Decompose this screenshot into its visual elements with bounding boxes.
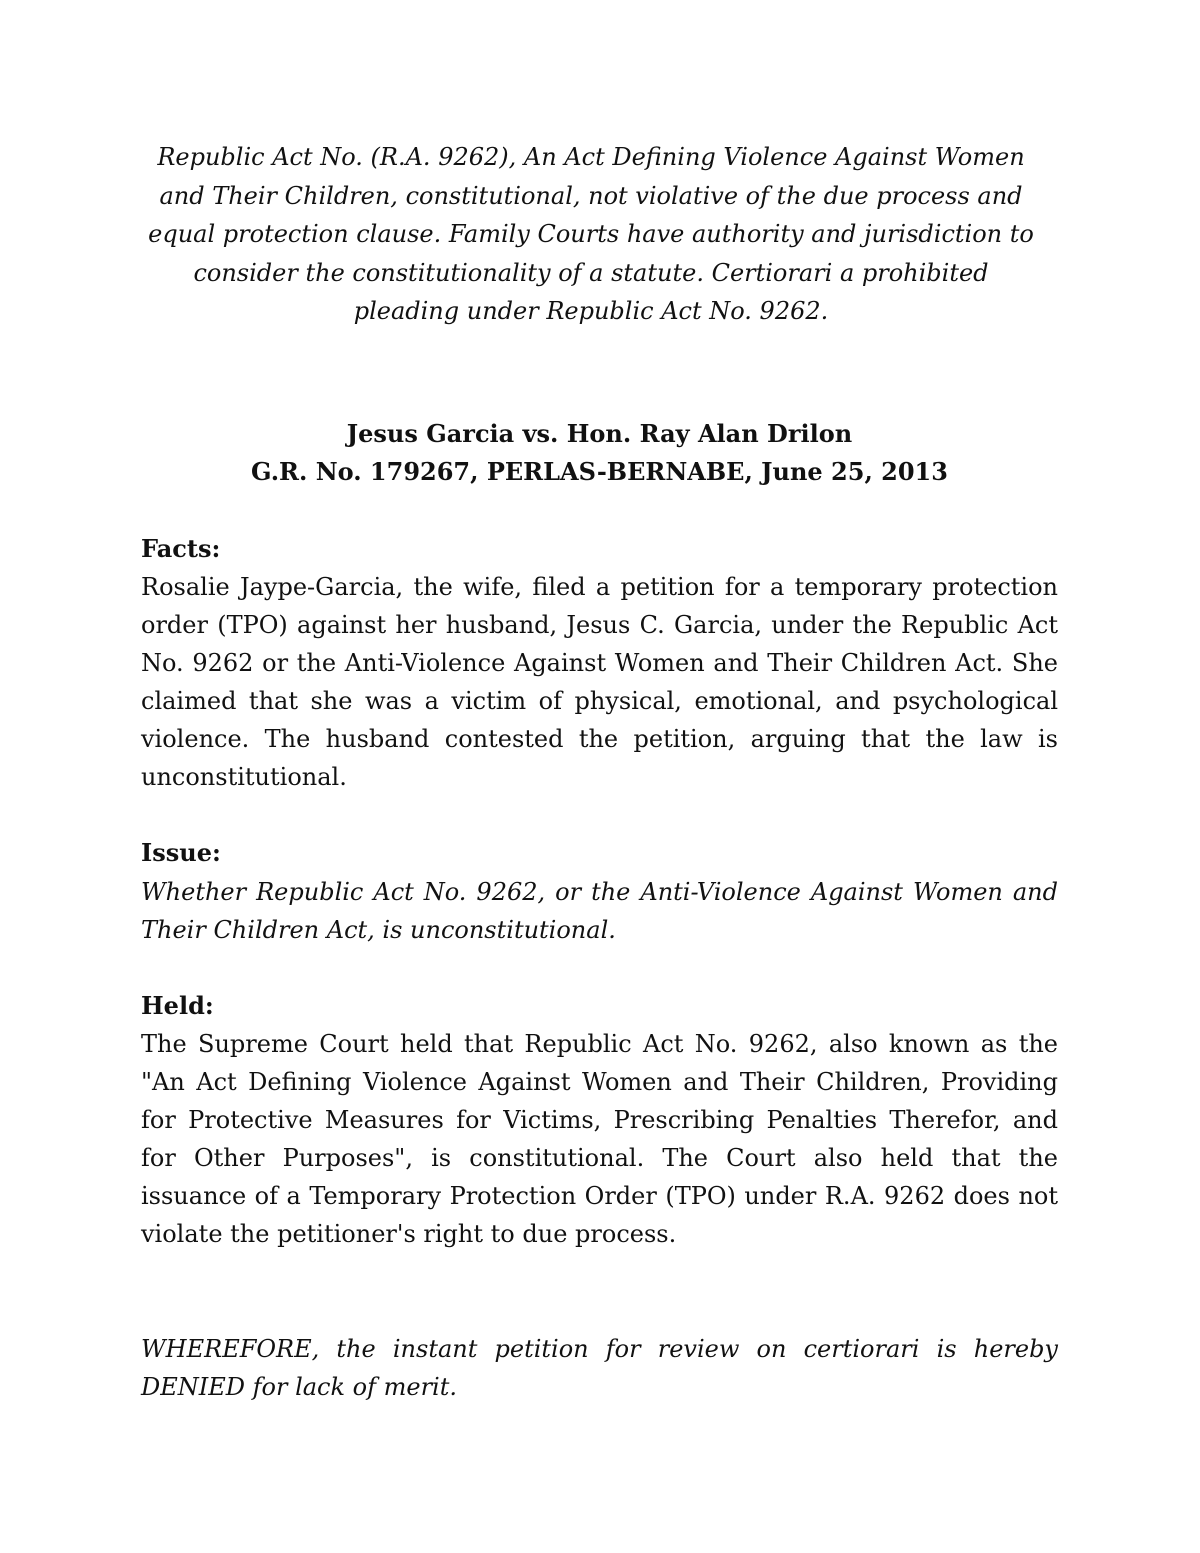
held-section [141,987,1058,1254]
dispositive-portion: WHEREFORE, the instant petition for review on certiorari is hereby DENIED for lack of merit. [141,1335,1058,1401]
case-title: Jesus Garcia vs. Hon. Ray Alan Drilon [346,418,853,448]
facts-body: Rosalie Jaype-Garcia, the wife, filed a petition for a temporary protection order (TPO) against her husband, Jesus C. Garcia, under the Republic Act No. 9262 or the Anti-Violence Against Women and Their Children Act. She claimed that she was a victim of physical, emotional, and psychological violence. The husband contested the petition, arguing that the law is unconstitutional. [141,573,1058,791]
facts-section [141,530,1058,797]
issue-body: Whether Republic Act No. 9262, or the Anti-Violence Against Women and Their Children Act, is unconstitutional. [141,877,1058,944]
held-heading: Held: [141,990,214,1020]
held-body: The Supreme Court held that Republic Act No. 9262, also known as the "An Act Defining Violence Against Women and Their Children, Providing for Protective Measures for Victims, Prescribing Penalties Therefor, and for Other Purposes", is constitutional. The Court also held that the issuance of a Temporary Protection Order (TPO) under R.A. 9262 does not violate the petitioner's right to due process. [141,1030,1058,1248]
issue-heading: Issue: [141,838,221,867]
case-citation: G.R. No. 179267, PERLAS-BERNABE, June 25, 2013 [251,457,948,486]
case-header [141,415,1058,492]
facts-heading: Facts: [141,533,221,563]
issue-section [141,834,1058,949]
document-page [141,138,1058,1430]
doctrine-summary: Republic Act No. (R.A. 9262), An Act Defining Violence Against Women and Their Children, constitutional, not violative of the due process and equal protection clause. Family Courts have authority and jurisdiction to consider the constitutionality of a statute. Certiorari a prohibited pleading under Republic Act No. 9262. [148,143,1034,325]
